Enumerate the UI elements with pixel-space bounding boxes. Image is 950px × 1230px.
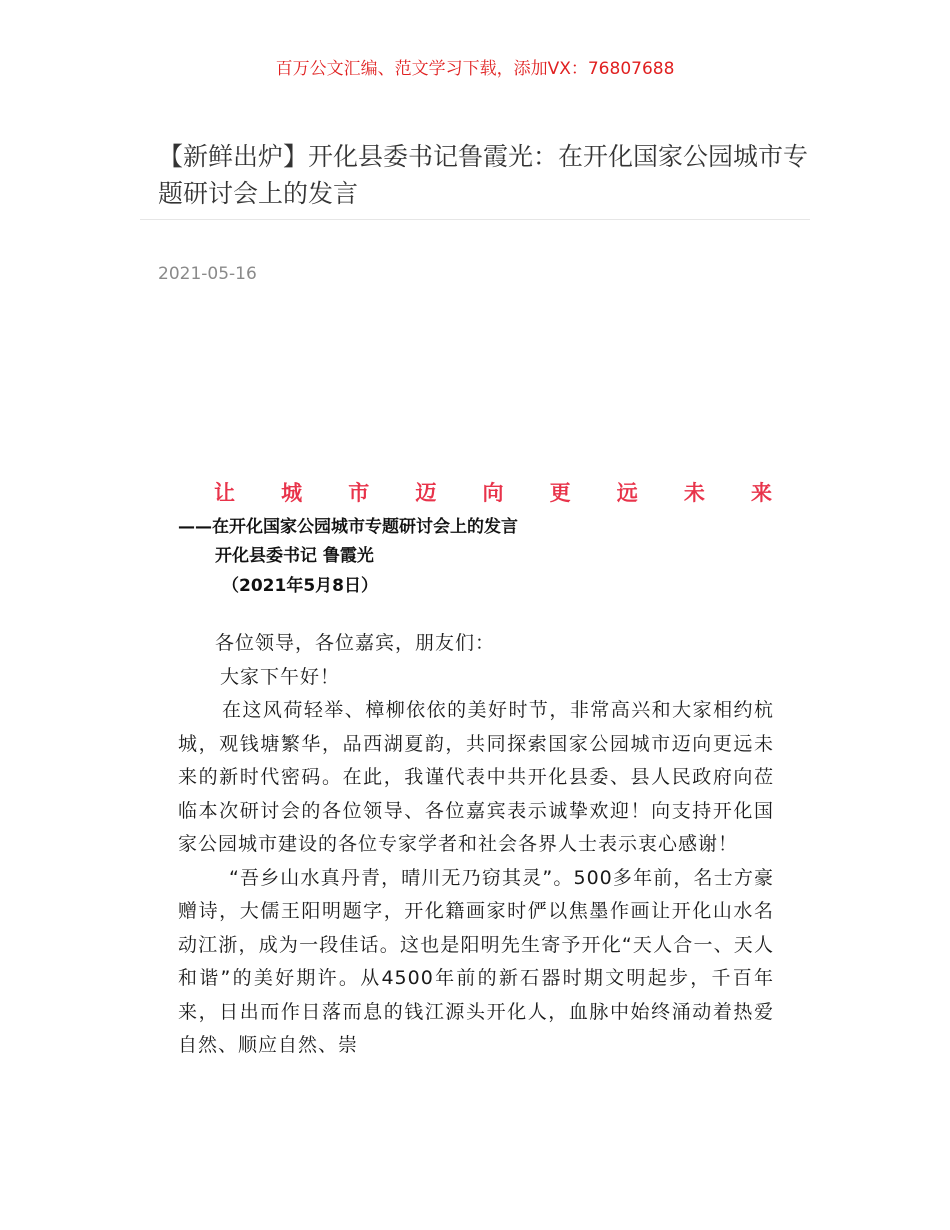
speech-headline <box>178 478 772 508</box>
headline-char: 来 <box>751 481 772 505</box>
headline-char: 迈 <box>415 481 437 505</box>
paragraph-1: 在这风荷轻举、樟柳依依的美好时节，非常高兴和大家相约杭城，观钱塘繁华，品西湖夏韵，共同探索国家公园城市迈向更远未来的新时代密码。在此，我谨代表中共开化县委、县人民政府向莅临本次研讨会的各位领导、各位嘉宾表示诚挚欢迎！向支持开化国家公园城市建设的各位专家学者和社会各界人士表示衷心感谢！ <box>178 699 774 855</box>
promo-banner: 百万公文汇编、范文学习下载，添加VX：76807688 <box>275 59 675 79</box>
speech-subtitle: ——在开化国家公园城市专题研讨会上的发言 <box>178 517 518 537</box>
article-title: 【新鲜出炉】开化县委书记鲁霞光：在开化国家公园城市专题研讨会上的发言 <box>158 142 809 208</box>
headline-char: 城 <box>281 481 303 505</box>
hello-line: 大家下午好！ <box>220 665 341 688</box>
headline-char: 远 <box>616 481 638 505</box>
headline-char: 更 <box>549 481 571 505</box>
speech-body <box>178 627 774 1063</box>
headline-char: 向 <box>482 481 504 505</box>
speech-date: （2021年5月8日） <box>222 576 378 596</box>
publish-date: 2021-05-16 <box>158 264 257 284</box>
title-divider <box>140 219 810 220</box>
greeting: 各位领导，各位嘉宾，朋友们： <box>215 632 496 654</box>
paragraph-2: “吾乡山水真丹青，晴川无乃窃其灵”。500多年前，名士方豪赠诗，大儒王阳明题字，开化籍画家时俨以焦墨作画让开化山水名动江浙，成为一段佳话。这也是阳明先生寄予开化“天人合一、天人和谐”的美好期许。从4500年前的新石器时期文明起步，千百年来，日出而作日落而息的钱江源头开化人，血脉中始终涌动着热爱自然、顺应自然、崇 <box>178 866 774 1056</box>
headline-char: 市 <box>348 481 370 505</box>
headline-char: 让 <box>214 481 235 505</box>
headline-char: 未 <box>683 481 705 505</box>
speaker-line: 开化县委书记 鲁霞光 <box>215 546 374 566</box>
